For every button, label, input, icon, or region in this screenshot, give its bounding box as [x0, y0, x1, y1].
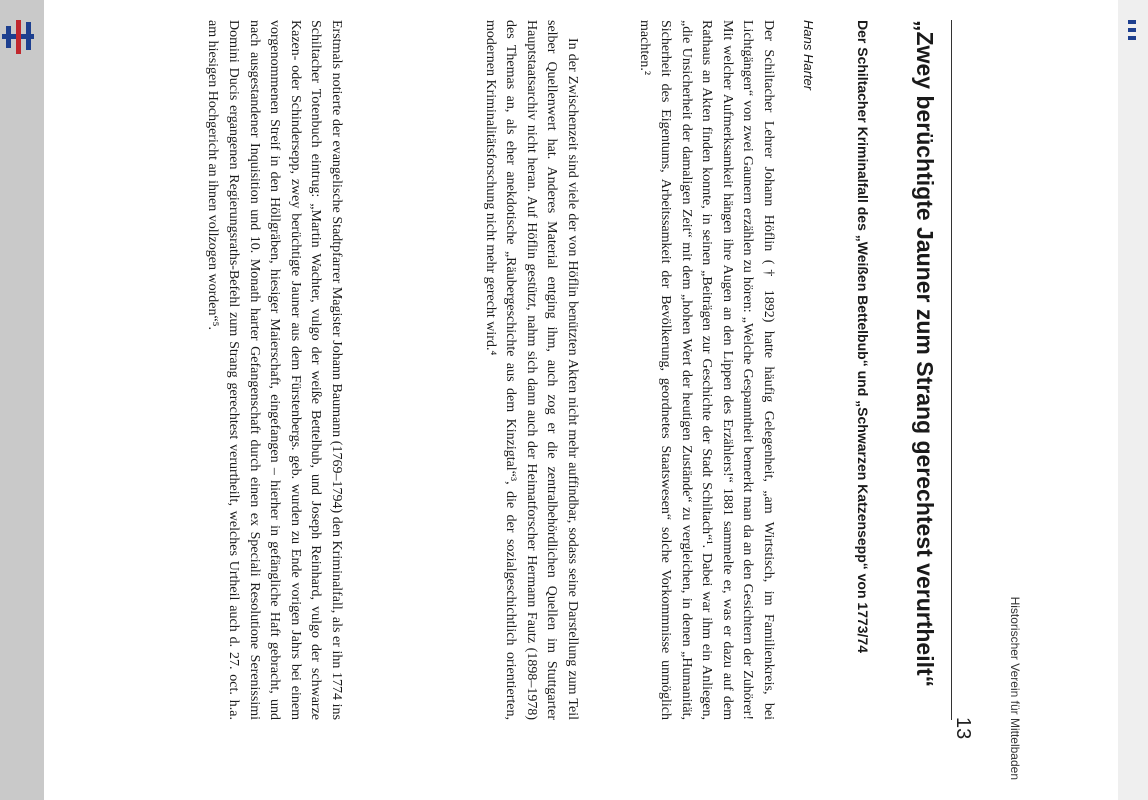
page-number: 13 [952, 717, 974, 740]
library-logo-small-icon [1128, 20, 1146, 42]
body-paragraph: Der Schiltacher Lehrer Johann Höflin († 1892) hatte häufig Gelegenheit, „am Wirtstisch, im Familienkreis, bei Lichtgängen“ von zwei Gaunern erzählen zu hören: „Welche Gespanntheit bemerkt man da an den Gesichtern der Zuhörer! Mit welcher Aufmerksamkeit hängen ihre Augen an den Lippen des Erzählers!“ 1881 sammelte er, was er dazu auf dem Rathaus an Akten finden konnte, in seinen „Beiträgen zur Geschichte der Stadt Schiltach“¹. Dabei war ihm ein Anliegen, „die Unsicherheit der damaligen Zeit“ mit dem „hohen Wert der heutigen Zustände“ zu vergleichen, in denen „Humanität, Sicherheit des Eigentums, Arbeitssamkeit der Bevölkerung, geordnetes Staatswesen“ solche Vorkommnisse unmöglich machten.² [637, 20, 776, 720]
article-title: „Zwey berüchtigte Jauner zum Strang gerechtest verurtheilt“ [912, 20, 938, 688]
body-paragraph: Erstmals notierte der evangelische Stadtpfarrer Magister Johann Baumann (1769–1794) den Kriminalfall, als er ihn 1774 ins Schiltacher Totenbuch eintrug: „Martin Wachter, vulgo der weiße Bettelbub, und Joseph Reinhard, vulgo der schwarze Kazen- oder Schindersepp, zwey berüchtigte Jauner aus dem Fürstenbergs. geb. wurden zu Ende vorigen Jahrs bei einem vorgenommenen Streif in den Höllgräben, hiesiger Maierschaft, eingefangen – hierher in gefängliche Haft gebracht, und nach ausgestandener Inquisition und 10. Monath harter Gefangenschaft durch einen ex Speciali Resolutione Serenissimi Domini Ducis ergangenen Regierungsraths-Befehl zum Strang gerechtest verurtheilt, welches Urtheil auch d. 27. oct. h.a. am hiesigen Hochgericht an ihnen vollzogen worden“⁵. [205, 20, 344, 720]
header-rule [951, 20, 952, 720]
running-header: Historischer Verein für Mittelbaden [1008, 596, 1022, 780]
author-name: Hans Harter [801, 20, 816, 91]
viewer-right-margin [1118, 0, 1148, 800]
article-subtitle: Der Schiltacher Kriminalfall des „Weißen Bettelbub“ und „Schwarzen Katzensepp“ von 1773/74 [855, 20, 871, 654]
body-paragraph: In der Zwischenzeit sind viele der von Höflin benützten Akten nicht mehr auffindbar, sodass seine Darstellung zum Teil selber Quellenwert hat. Anderes Material entging ihm, auch zog er die zentralbehördlichen Quellen im Stuttgarter Hauptstaatsarchiv nicht heran. Auf Höflin gestützt, nahm sich dann auch der Heimatforscher Hermann Fautz (1898–1978) des Themas an, als eher anekdotische „Räubergeschichte aus dem Kinzigtal“³, die der sozialgeschichtlich orientierten, modernen Kriminalitätsforschung nicht mehr gerecht wird.⁴ [482, 20, 580, 720]
